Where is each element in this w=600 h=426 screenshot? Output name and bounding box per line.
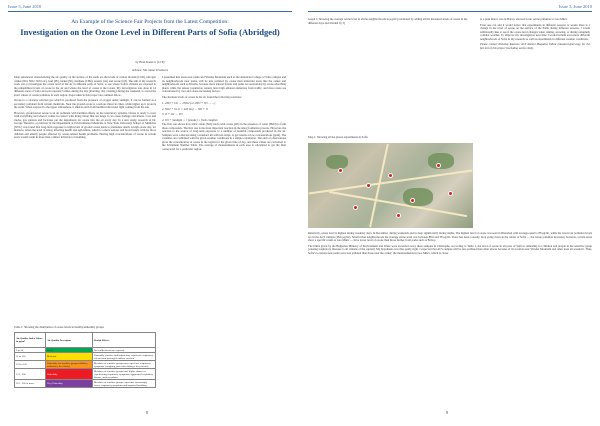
map-marker <box>436 163 441 168</box>
aqi-effects: Members of sensitive groups experience increasingly severe respiratory symptoms and impaired breathing <box>93 380 156 388</box>
aqi-descriptor: Good <box>46 348 93 353</box>
paragraph: Ozone is a colorless odorless gas which is produced from the presence of oxygen under sunlight. It can be formed as a secondary pollutant from certain chemicals. Near the ground ozone is a serious threat in cities, while higher up it protects the earth. When exposed to the upper atmosphere, it shields earth from harmful ultraviolet light coming from the sun. <box>14 98 156 109</box>
map-marker <box>448 191 453 196</box>
page-number: 8 <box>146 410 148 415</box>
paragraph: Most substances characterizing the air quality on the surface of the earth are the levels of carbon dioxide (CO2), nitrogen oxides (NO, NO2, N2O etc), lead (Pb), nickel (Ni), methane (CH4), arsenic (As) and ozone (O3). The aim of my research work was to investigate the ozone level in the air in different parts of Sofia, to see where Sofia's citizens are exposed to the unhealthiest levels of ozone in the air and where the level of ozone is the lowest. My investigation was done in 14 different areas of Sofia and was repeated 3 times during the day (morning, day, evening) during the weekend, to reveal the exact values of ozone pollution in each region. Steps taken in this project are outlined below. <box>14 76 156 97</box>
map-marker <box>410 198 415 203</box>
map-marker <box>353 205 358 210</box>
table-header-row <box>15 333 156 348</box>
paragraph: The limits given by the Bulgarian Ministry of Environment and Water were exceeded every three samples in Christophe. According to Table 1, the level of ozone in all parts of Sofia is unhealthy for children and people in the sensitive group (causing respiratory diseases to all citizens of the capital). My hypothesis was thus partly right. I expected that ACS campus will be less polluted than other places because of its location near Vitosha Mountain and other trees all around it. Thus, Sofia's locations near parks were less polluted than those near the center; the measurements in Geo Milev, which is closer <box>308 243 592 255</box>
equation-list <box>162 101 286 123</box>
aqi-range: 51 to 100 <box>15 353 46 361</box>
aqi-descriptor: Moderate <box>46 353 93 361</box>
column-left <box>14 76 156 326</box>
page-header: Issue 3, June 2010 <box>8 4 42 9</box>
sofia-map-image <box>308 143 473 228</box>
aqi-effects: No health effects are expected <box>93 348 156 353</box>
aqi-range: 101 to 150 <box>15 361 46 369</box>
aqi-descriptor: Very Unhealthy <box>46 380 93 388</box>
table-row <box>15 353 156 361</box>
advisor-line: Advisor: Ms. Dena Tzvetkova <box>131 68 169 72</box>
equation: 4. O3 + Sunlight = ? (smoke) = fresh complex <box>162 117 218 122</box>
aqi-table <box>14 332 156 388</box>
paragraph: Even one can add it would notice that experiments in different seasons or weeks there is a change in the level of ozone on the surface of the Earth during different seasons. I would additionally like to see if the ozone level changes when raining, snowing, or during extremely cold/hot weather. To improve my investigation next time I would include even more different neighborhoods of Sofia in my research as well as experiments in different weather conditions. <box>480 22 590 41</box>
aqi-effects: Members of sensitive groups have higher chance of experiencing respiratory symptoms; aggravated respiratory disease, such as asthma <box>93 369 156 380</box>
map-park <box>403 188 433 206</box>
aqi-range: 151 - 200 <box>15 369 46 380</box>
paragraph: The first one shows how nitric oxide (NO) reacts with ozone (O3) in the presence of water (H2O) to form three compounds. The first one is the most important reaction in the smog formation process. However, the reaction is the source of long-term exposure to a number of harmful compounds produced in the air. Samples were collected using a standard kit with test strips, to get results at low concentrations (ppm). The variables are combined with the given weather conditions in a simple calculation. The sum of observations gives the concentration of ozone in the region for the given time of day, and these values are converted to the Schönbein Number Table. The average of measurements in each area is calculated to get the final ozone level for a particular region. <box>162 122 286 151</box>
paragraph: However, ground-level ozone is an air pollutant with harmful effects on the respiratory systems. Ozone is ready to react with everything and when it comes in contact with living tissue like our lungs it can cause damage and illness. Cars and trucks, gas stations and factories put the ingredients for ozone into the air every day. In a new study, research of Dr. George Thurston, a professor in the Department of Environmental Medicine at New York University School of Medicine (NYU) was found that long-term exposure to high levels of ground ozone leads to premature death. A high ozone day, for instance, raises the level of smog, affecting health and agriculture, which is a more serious and broad result, with far more children and elderly people affected by ozone-related health problems. Having high concentrations of ozone in certain areas would result in more than a minor irritation to breathing. <box>14 110 156 139</box>
map-marker <box>388 173 393 178</box>
contact-note: Please contact Nickolay Kazarov, ACS Alumni Magazine Editor (nkazarov@acs.bg), for the full text of this project (including works cited). <box>480 42 590 50</box>
table-row <box>15 369 156 380</box>
equation: 1. 2NO + O2 → 2NO2 (or 2NO + O3 → ...) <box>162 101 216 105</box>
table-row <box>15 361 156 369</box>
aqi-range: 201 - 300 or more <box>15 380 46 388</box>
author-line: by Boni Kazarov (12 E) <box>135 60 165 64</box>
aqi-range: 0 to 50 <box>15 348 46 353</box>
page-header: Issue 3, June 2010 <box>558 4 592 9</box>
map-park <box>428 153 454 169</box>
table-caption: Table 1: Showing the distribution of ozone levels in healthy/unhealthy groups <box>14 325 104 329</box>
map-marker <box>366 183 371 188</box>
aqi-descriptor: Unhealthy for sensitive groups (children, asthmatics, the elderly) <box>46 361 93 369</box>
table-header-cell: Air Quality Index Values in µg/m³ <box>15 333 46 348</box>
header-rule <box>308 11 592 12</box>
column-right <box>162 76 286 402</box>
right-body-text <box>308 232 592 404</box>
paragraph: Relatively, ozone level is highest during weekday days. In December, during weekends and in deep significantly during nights. The highest level of ozone was seen in Dianabad with average equal to 88 µg/m³, while the lowest air pollution levels are in the ACS campus (38.6 µg/m³). Small urban neighborhoods the average ozone level was between 88.6 and 38 µg/m³. There has been a steady, drop going down in the center of Sofia — the ozone pollution increases; however, certain areas show a specific result as Geo Milev — have lower level of ozone than those further from parks such as Boboy. <box>308 232 592 242</box>
article-kicker: An Example of the Science Fair Projects from the Latest Competition: <box>71 19 229 25</box>
map-park <box>326 155 348 169</box>
graph-caption: Graph 1: Showing the average ozone level in all the neighborhoods in µg/m³ (calculated by adding all the measured levels of ozone in the different days and divided by 3) <box>308 17 468 25</box>
header-rule <box>8 11 292 12</box>
map-marker <box>338 168 343 173</box>
table-header-cell: Air Quality Descriptor <box>46 333 93 348</box>
aqi-effects: Members of sensitive groups may experience respiratory symptoms (coughing, pain when taking a deep breath) <box>93 361 156 369</box>
paragraph: The absolute levels of ozone in the air found the following reactions: <box>162 94 242 99</box>
article-title: Investigation on the Ozone Level in Different Parts of Sofia (Abridged) <box>20 27 280 37</box>
paragraph: I presumed that areas near parks and Vitosha Mountain such as the American College of Sofia campus and its neighborhoods near parks, will be less polluted by ozone than industrial areas like the center and neighborhoods such as Druzba, because more natural forests and parks are surrounded by ozone-absorbing plants while the denser population centers have high exhaust emissions from traffic, and more areas are concentrated by cars and ozone-increasing factors. <box>162 76 286 93</box>
page-number: 9 <box>446 410 448 415</box>
map-caption: Map 1: Showing all the places experiments in Sofia <box>308 135 368 139</box>
table-header-cell: Health Effects <box>93 333 156 348</box>
table-row <box>15 380 156 388</box>
aqi-effects: Unusually sensitive individuals may experience respiratory effects from prolonged outdoor exertion <box>93 353 156 361</box>
side-column <box>480 18 590 218</box>
aqi-descriptor: Unhealthy <box>46 369 93 380</box>
equation: 2. NO2 + hν (λ < 420 nm) → NO + O <box>162 106 208 111</box>
map-marker <box>396 213 401 218</box>
equation: 3. O + O2 → O3 <box>162 112 183 116</box>
paragraph: to a park than it was in Boboy, showed lower ozone pollution to Geo Milev. <box>480 18 568 21</box>
